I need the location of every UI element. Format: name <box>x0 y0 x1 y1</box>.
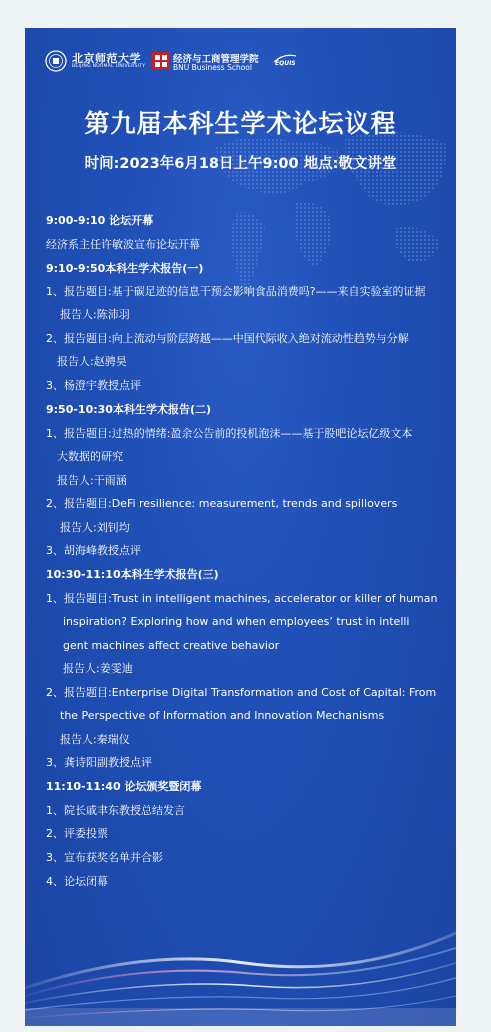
agenda-item: 3、胡海峰教授点评 <box>46 544 141 557</box>
agenda-section-heading: 10:30-11:10本科生学术报告(三) <box>46 568 219 581</box>
agenda-section-heading: 9:50-10:30本科生学术报告(二) <box>46 403 211 416</box>
logo-bar <box>45 50 445 76</box>
agenda-item: 3、龚诗阳副教授点评 <box>46 756 152 769</box>
equis-logo-text: EQUIS <box>275 60 296 67</box>
agenda-item: 1、报告题目:Trust in intelligent machines, accelerator or killer of human <box>46 592 438 605</box>
agenda-presenter: 报告人:姜雯迪 <box>63 662 133 675</box>
agenda-section-heading: 9:00-9:10 论坛开幕 <box>46 214 154 227</box>
event-time-location: 时间:2023年6月18日上午9:00 地点:敬文讲堂 <box>84 156 397 172</box>
agenda-item: 2、报告题目:Enterprise Digital Transformation and Cost of Capital: From <box>46 686 437 699</box>
business-school-logo-icon <box>152 52 170 70</box>
agenda-presenter: 报告人:赵骋昊 <box>57 355 127 368</box>
agenda-banner <box>25 28 456 1026</box>
page-title: 第九届本科生学术论坛议程 <box>84 109 397 138</box>
agenda-presenter: 报告人:秦瑞仪 <box>60 733 130 746</box>
agenda-item: 3、杨澄宇教授点评 <box>46 379 141 392</box>
agenda-item-continued: gent machines affect creative behavior <box>63 639 280 652</box>
business-school-name-en: BNU Business School <box>173 63 252 72</box>
light-wave-graphic <box>25 908 456 1026</box>
agenda-section-heading: 9:10-9:50本科生学术报告(一) <box>46 262 204 275</box>
agenda-presenter: 报告人:刘钊均 <box>60 521 130 534</box>
agenda-presenter: 报告人:干雨涵 <box>57 474 127 487</box>
agenda-item: 2、报告题目:DeFi resilience: measurement, trends and spillovers <box>46 497 398 510</box>
agenda-item-continued: inspiration? Exploring how and when employees’ trust in intelli <box>63 615 410 628</box>
bnu-seal-icon <box>45 50 67 72</box>
bnu-logo-text-en: BEIJING NORMAL UNIVERSITY <box>72 64 146 69</box>
bnu-logo-text: 北京师范大学 <box>72 52 141 65</box>
agenda-item: 1、报告题目:过热的情绪:盈余公告前的投机泡沫——基于股吧论坛亿级文本 <box>46 427 413 440</box>
agenda-item-continued: the Perspective of Information and Innovation Mechanisms <box>60 709 385 722</box>
agenda-presenter: 报告人:陈沛羽 <box>60 308 130 321</box>
agenda-item: 4、论坛闭幕 <box>46 875 108 888</box>
agenda-item-continued: 大数据的研究 <box>57 450 123 463</box>
agenda-item: 1、院长戚聿东教授总结发言 <box>46 804 185 817</box>
agenda-item: 经济系主任许敏波宣布论坛开幕 <box>46 238 200 251</box>
agenda-item: 2、报告题目:向上流动与阶层跨越——中国代际收入绝对流动性趋势与分解 <box>46 332 409 345</box>
agenda-section-heading: 11:10-11:40 论坛颁奖暨闭幕 <box>46 780 202 793</box>
business-school-name: 经济与工商管理学院 <box>173 54 259 65</box>
agenda-item: 2、评委投票 <box>46 827 108 840</box>
agenda-item: 1、报告题目:基于碳足迹的信息干预会影响食品消费吗?——来自实验室的证据 <box>46 285 426 298</box>
agenda-item: 3、宣布获奖名单并合影 <box>46 851 163 864</box>
